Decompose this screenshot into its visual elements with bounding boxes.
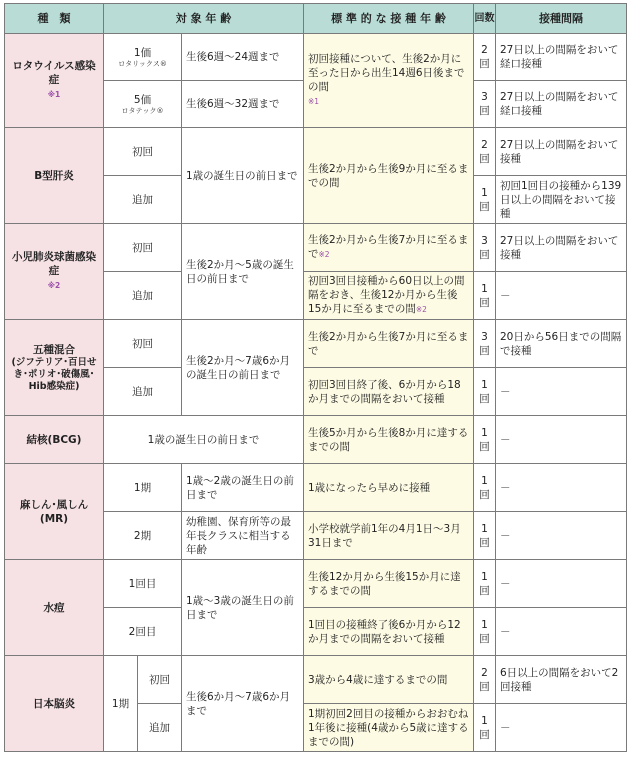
times-cell: 2回 xyxy=(474,128,496,176)
times-cell: 3回 xyxy=(474,81,496,128)
footnote-mark: ※1 xyxy=(47,90,61,99)
footnote-mark: ※2 xyxy=(415,305,427,314)
target-age-cell: 幼稚園、保育所等の最年長クラスに相当する年齢 xyxy=(182,512,304,560)
interval-cell: － xyxy=(496,368,627,416)
interval-cell: 6日以上の間隔をおいて2回接種 xyxy=(496,656,627,704)
vaccine-name-rota xyxy=(5,34,104,128)
standard-age-cell: 1回目の接種終了後6か月から12か月までの間隔をおいて接種 xyxy=(304,608,474,656)
vaccine-name-pneumo xyxy=(5,224,104,320)
vaccine-name-text: 小児肺炎球菌感染症 xyxy=(12,251,96,277)
interval-cell: 27日以上の間隔をおいて経口接種 xyxy=(496,81,627,128)
target-age-cell: 生後6週～32週まで xyxy=(182,81,304,128)
standard-age-text: 生後2か月から生後7か月に至るまで xyxy=(308,234,469,260)
standard-age-cell: 生後2か月から生後9か月に至るまでの間 xyxy=(304,128,474,224)
vaccine-name-penta xyxy=(5,320,104,416)
header-target-age: 対 象 年 齢 xyxy=(104,4,304,34)
vaccine-name-mr: 麻しん･風しん(MR) xyxy=(5,464,104,560)
interval-cell: 20日から56日までの間隔で接種 xyxy=(496,320,627,368)
header-row xyxy=(5,4,627,34)
footnote-mark: ※2 xyxy=(318,250,330,259)
dose-label: 追加 xyxy=(138,704,182,752)
rota-brand: ロタテック® xyxy=(121,106,164,115)
dose-label: 追加 xyxy=(104,368,182,416)
dose-label: 1回目 xyxy=(104,560,182,608)
rota-type-label: 5価 xyxy=(133,93,152,106)
standard-age-cell xyxy=(304,224,474,272)
dose-label: 1期 xyxy=(104,464,182,512)
target-age-cell: 1歳～2歳の誕生日の前日まで xyxy=(182,464,304,512)
dose-label: 追加 xyxy=(104,176,182,224)
times-cell: 1回 xyxy=(474,560,496,608)
table-row xyxy=(5,416,627,464)
rota-type-2 xyxy=(104,81,182,128)
dose-label: 初回 xyxy=(104,224,182,272)
standard-age-text: 初回3回目接種から60日以上の間隔をおき、生後12か月から生後15か月に至るまでの間 xyxy=(308,275,465,315)
rota-type-label: 1価 xyxy=(133,46,152,59)
vaccine-name-text: 五種混合 xyxy=(33,343,75,356)
table-row xyxy=(5,464,627,512)
vaccine-name-bcg: 結核(BCG) xyxy=(5,416,104,464)
footnote-mark: ※2 xyxy=(47,281,61,290)
standard-age-cell: 小学校就学前1年の4月1日～3月31日まで xyxy=(304,512,474,560)
target-age-cell: 生後6週～24週まで xyxy=(182,34,304,81)
standard-age-cell xyxy=(304,272,474,320)
je-period: 1期 xyxy=(104,656,138,752)
dose-label: 追加 xyxy=(104,272,182,320)
times-cell: 1回 xyxy=(474,512,496,560)
vaccine-name-varicella: 水痘 xyxy=(5,560,104,656)
standard-age-cell: 生後12か月から生後15か月に達するまでの間 xyxy=(304,560,474,608)
header-standard-age: 標 準 的 な 接 種 年 齢 xyxy=(304,4,474,34)
standard-age-cell: 1歳になったら早めに接種 xyxy=(304,464,474,512)
times-cell: 1回 xyxy=(474,464,496,512)
standard-age-cell xyxy=(304,34,474,128)
table-row xyxy=(5,224,627,272)
table-row xyxy=(5,34,627,81)
target-age-cell: 生後2か月～5歳の誕生日の前日まで xyxy=(182,224,304,320)
interval-cell: － xyxy=(496,272,627,320)
interval-cell: － xyxy=(496,560,627,608)
vaccine-subname: (ジフテリア･百日せき･ポリオ･破傷風･Hib感染症) xyxy=(11,356,97,392)
standard-age-cell: 1期初回2回目の接種からおおむね1年後に接種(4歳から5歳に達するまでの間) xyxy=(304,704,474,752)
header-times: 回数 xyxy=(474,4,496,34)
table-row xyxy=(5,656,627,704)
interval-cell: － xyxy=(496,416,627,464)
interval-cell: － xyxy=(496,464,627,512)
vaccine-name-text: ロタウイルス感染症 xyxy=(12,60,96,86)
times-cell: 3回 xyxy=(474,320,496,368)
standard-age-cell: 生後2か月から生後7か月に至るまで xyxy=(304,320,474,368)
table-row xyxy=(5,128,627,176)
dose-label: 2回目 xyxy=(104,608,182,656)
interval-cell: － xyxy=(496,608,627,656)
times-cell: 1回 xyxy=(474,416,496,464)
rota-brand: ロタリックス® xyxy=(118,59,167,68)
interval-cell: － xyxy=(496,704,627,752)
interval-cell: － xyxy=(496,512,627,560)
target-age-cell: 1歳の誕生日の前日まで xyxy=(182,128,304,224)
rota-type-1 xyxy=(104,34,182,81)
dose-label: 2期 xyxy=(104,512,182,560)
target-age-cell: 生後2か月～7歳6か月の誕生日の前日まで xyxy=(182,320,304,416)
times-cell: 2回 xyxy=(474,656,496,704)
vaccination-table xyxy=(4,3,627,752)
dose-label: 初回 xyxy=(138,656,182,704)
times-cell: 1回 xyxy=(474,608,496,656)
header-kind: 種 類 xyxy=(5,4,104,34)
header-interval: 接種間隔 xyxy=(496,4,627,34)
footnote-mark: ※1 xyxy=(308,97,320,106)
dose-label: 初回 xyxy=(104,128,182,176)
target-age-cell: 1歳の誕生日の前日まで xyxy=(104,416,304,464)
standard-age-text: 初回接種について、生後2か月に至った日から出生14週6日後までの間 xyxy=(308,53,465,93)
times-cell: 1回 xyxy=(474,368,496,416)
times-cell: 2回 xyxy=(474,34,496,81)
times-cell: 1回 xyxy=(474,176,496,224)
standard-age-cell: 初回3回目終了後、6か月から18か月までの間隔をおいて接種 xyxy=(304,368,474,416)
vaccine-name-hepb: B型肝炎 xyxy=(5,128,104,224)
target-age-cell: 生後6か月～7歳6か月まで xyxy=(182,656,304,752)
times-cell: 1回 xyxy=(474,704,496,752)
standard-age-cell: 3歳から4歳に達するまでの間 xyxy=(304,656,474,704)
target-age-cell: 1歳～3歳の誕生日の前日まで xyxy=(182,560,304,656)
table-row xyxy=(5,320,627,368)
interval-cell: 27日以上の間隔をおいて経口接種 xyxy=(496,34,627,81)
vaccine-name-je: 日本脳炎 xyxy=(5,656,104,752)
interval-cell: 27日以上の間隔をおいて接種 xyxy=(496,224,627,272)
interval-cell: 初回1回目の接種から139日以上の間隔をおいて接種 xyxy=(496,176,627,224)
times-cell: 3回 xyxy=(474,224,496,272)
table-row xyxy=(5,560,627,608)
times-cell: 1回 xyxy=(474,272,496,320)
interval-cell: 27日以上の間隔をおいて接種 xyxy=(496,128,627,176)
standard-age-cell: 生後5か月から生後8か月に達するまでの間 xyxy=(304,416,474,464)
dose-label: 初回 xyxy=(104,320,182,368)
